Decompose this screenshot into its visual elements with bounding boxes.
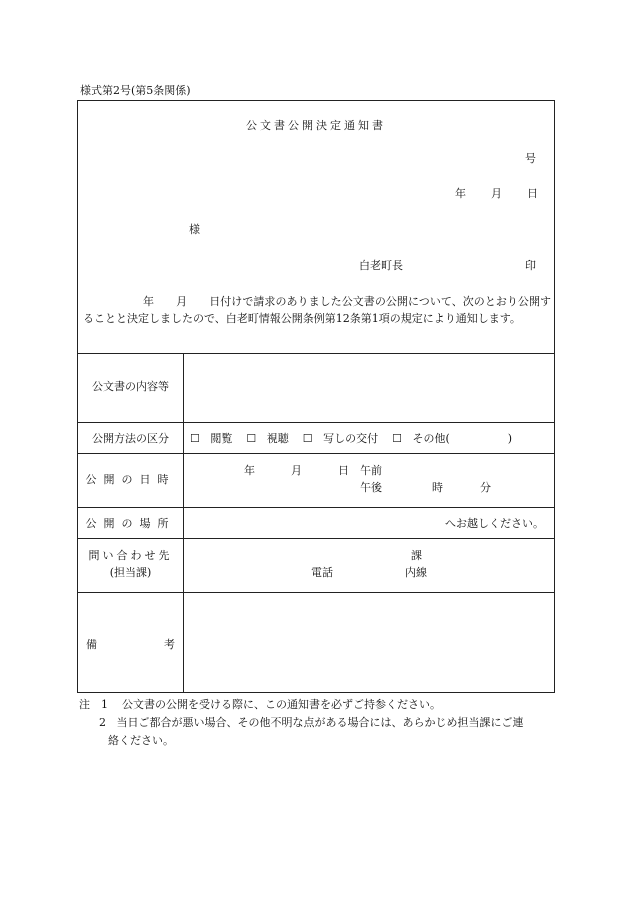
place-label: 公開の場所 [85, 517, 176, 530]
table-divider [78, 592, 554, 593]
table-divider [78, 422, 554, 423]
option-other: その他( [412, 432, 450, 445]
datetime-am: 午前 [360, 464, 382, 477]
contact-tel-label: 電話 [311, 566, 333, 579]
contact-sublabel: (担当課) [109, 566, 152, 579]
note-2 [99, 714, 524, 731]
note-2-mark: 2 [99, 716, 106, 729]
datetime-pm: 午後 [360, 481, 382, 494]
checkbox-icon[interactable]: ☐ [302, 432, 313, 445]
notice-body [83, 293, 551, 327]
datetime-minute: 分 [480, 481, 491, 494]
checkbox-icon[interactable]: ☐ [246, 432, 257, 445]
note-2-text: 当日ご都合が悪い場合、その他不明な点がある場合には、あらかじめ担当課にご連 [116, 716, 524, 729]
datetime-hour: 時 [432, 481, 443, 494]
checkbox-icon[interactable]: ☐ [392, 432, 402, 445]
note-1-text: 公文書の公開を受ける際に、この通知書を必ずご持参ください。 [122, 698, 441, 711]
issuer-name: 白老町長 [359, 259, 403, 272]
datetime-day: 日 [338, 464, 349, 477]
notice-form [77, 100, 555, 693]
document-number-label: 号 [525, 152, 536, 165]
datetime-year: 年 [244, 464, 255, 477]
option-copy: 写しの交付 [323, 432, 379, 445]
recipient-suffix: 様 [189, 223, 200, 236]
note-1 [79, 696, 441, 713]
option-view: 閲覧 [210, 432, 233, 445]
option-listen: 視聴 [266, 432, 289, 445]
method-options [190, 432, 512, 447]
form-id: 様式第2号(第5条関係) [80, 84, 191, 97]
table-divider [78, 507, 554, 508]
table-divider [78, 538, 554, 539]
note-1-mark: 注 1 [79, 698, 108, 711]
table-divider [78, 353, 554, 354]
table-divider [78, 453, 554, 454]
option-other-close: ) [507, 432, 513, 445]
body-month: 月 [176, 295, 188, 308]
contact-label: 問い合わせ先 [88, 549, 173, 562]
seal-mark: 印 [525, 259, 536, 272]
note-2-continuation: 絡ください。 [108, 734, 174, 747]
body-year: 年 [143, 295, 155, 308]
contact-section-label: 課 [411, 549, 422, 562]
date-day-label: 日 [527, 187, 538, 200]
document-title: 公文書公開決定通知書 [246, 119, 386, 132]
contact-ext-label: 内線 [405, 566, 427, 579]
method-label: 公開方法の区分 [92, 432, 169, 445]
content-label: 公文書の内容等 [92, 380, 169, 393]
body-text: 日付けで請求のありました公文書の公開について、次のとおり公開することと決定しましたので、白老町情報公開条例第12条第1項の規定により通知します。 [83, 295, 552, 325]
table-column-divider [183, 353, 184, 693]
datetime-month: 月 [291, 464, 302, 477]
checkbox-icon[interactable]: ☐ [190, 432, 200, 445]
remarks-label-right: 考 [164, 638, 175, 651]
date-month-label: 月 [491, 187, 502, 200]
date-year-label: 年 [455, 187, 466, 200]
datetime-label: 公開の日時 [85, 473, 176, 486]
remarks-label-left: 備 [86, 638, 97, 651]
place-suffix: へお越しください。 [445, 517, 544, 530]
